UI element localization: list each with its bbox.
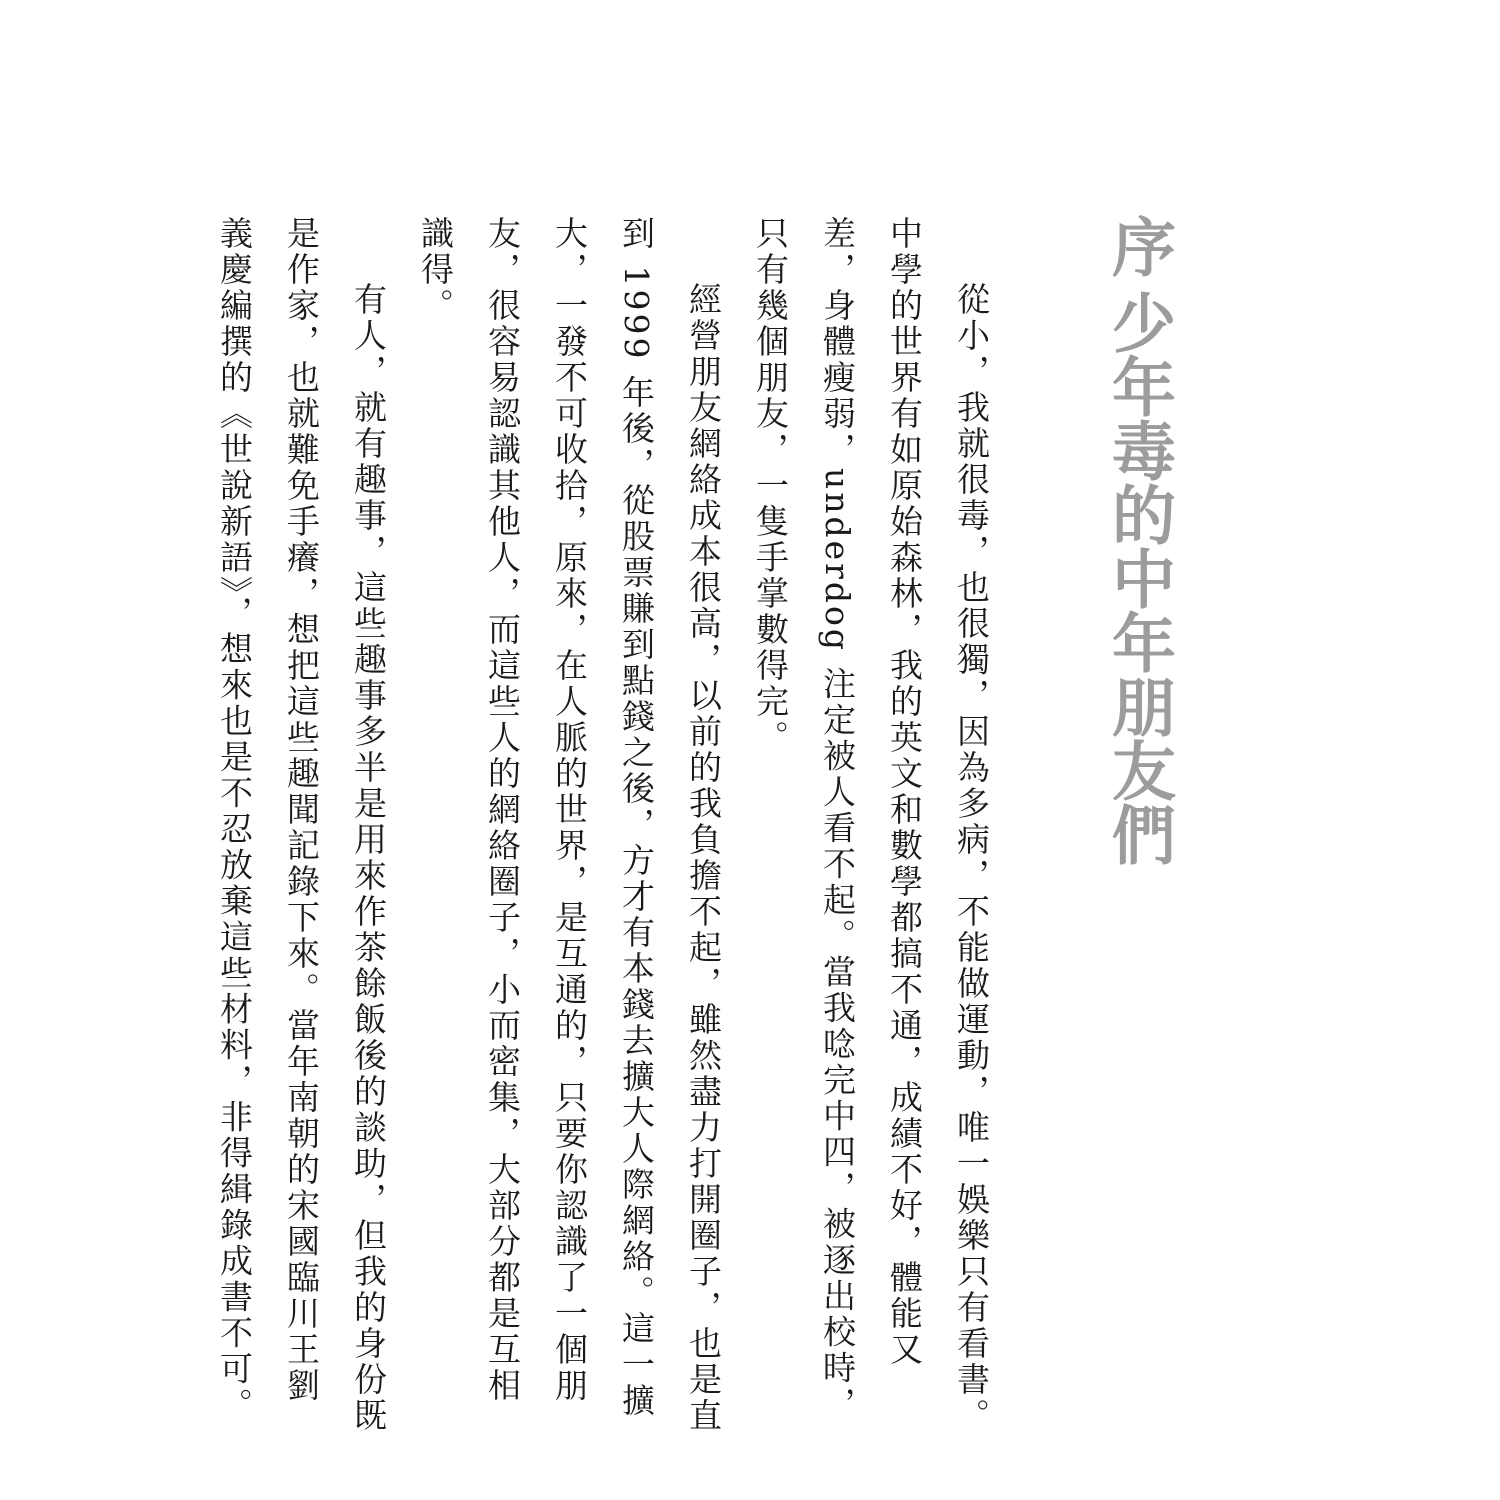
title-prefix: 序 xyxy=(1101,214,1176,278)
title-text: 少年毒的中年朋友們 xyxy=(1101,290,1176,866)
paragraph: 經營朋友網絡成本很高，以前的我負擔不起，雖然盡力打開圈子，也是直到 1999 年後，從股票賺到點錢之後，方才有本錢去擴大人際網絡。這一擴大，一發不可收拾，原來，在人脈的世界，是互通的，只要你認識了一個朋友，很容易認識其他人，而這些人的網絡圈子，小而密集，大部分都是互相識得。 xyxy=(416,216,723,1434)
chapter-title xyxy=(1098,214,1178,866)
paragraph: 有人，就有趣事，這些趣事多半是用來作茶餘飯後的談助，但我的身份既是作家，也就難免手癢，想把這些趣聞記錄下來。當年南朝的宋國臨川王劉義慶編撰的《世說新語》，想來也是不忍放棄這些材料，非得緝錄成書不可。 xyxy=(215,216,388,1434)
paragraph: 從小，我就很毒，也很獨，因為多病，不能做運動，唯一娛樂只有看書。中學的世界有如原始森林，我的英文和數學都搞不通，成績不好，體能又差，身體瘦弱，underdog 注定被人看不起。當我唸完中四，被逐出校時，只有幾個朋友，一隻手掌數得完。 xyxy=(751,216,991,1434)
body-text xyxy=(201,216,1005,1436)
